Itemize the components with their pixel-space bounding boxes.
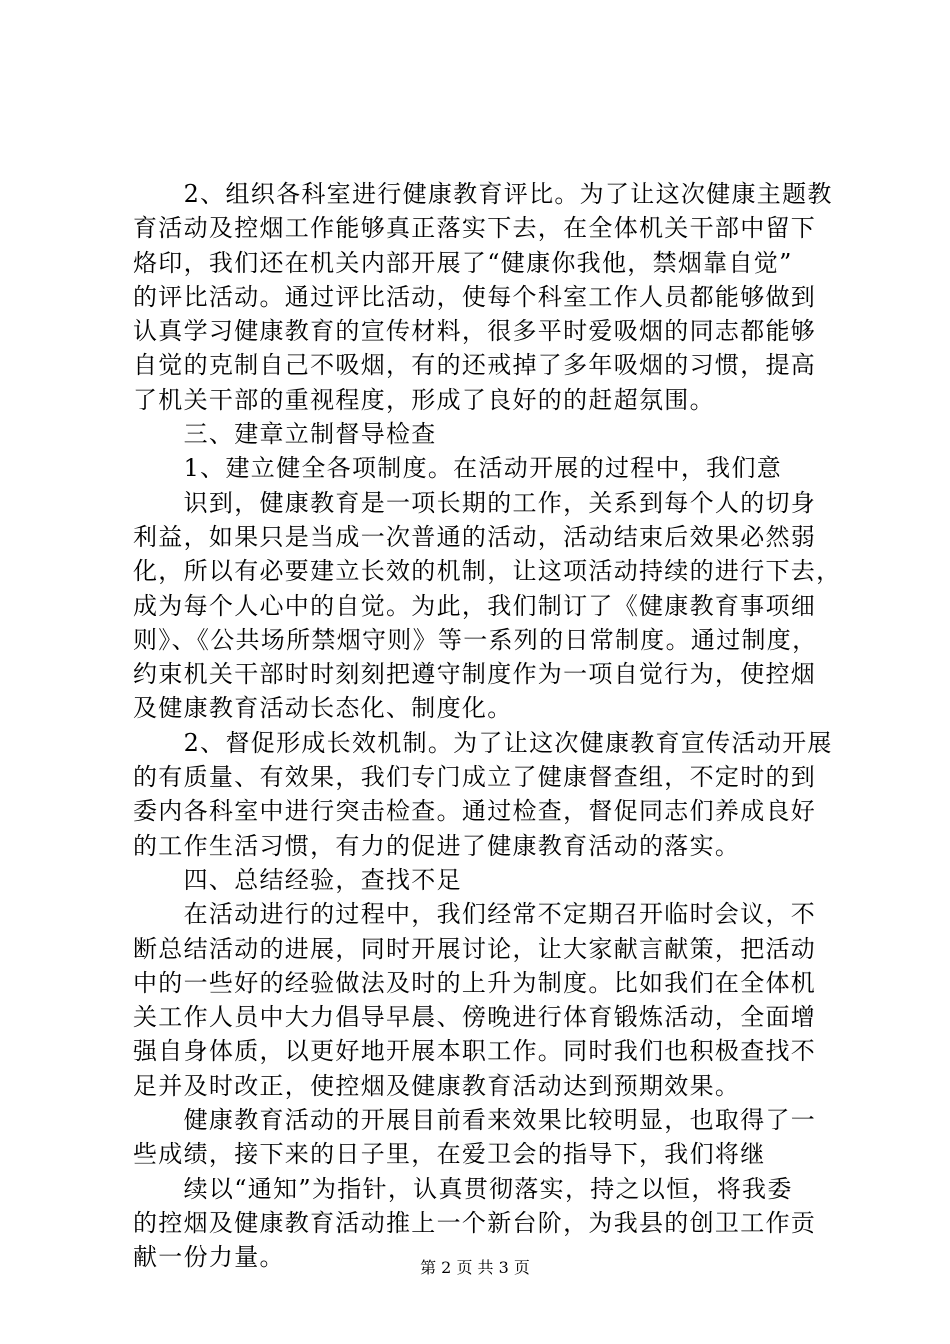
text-line: 烙印，我们还在机关内部开展了“健康你我他，禁烟靠自觉” [133, 248, 793, 277]
text-line: 中的一些好的经验做法及时的上升为制度。比如我们在全体机 [133, 968, 817, 997]
text-line: 的评比活动。通过评比活动，使每个科室工作人员都能够做到 [133, 282, 817, 311]
text-line: 识到，健康教育是一项长期的工作，关系到每个人的切身 [133, 488, 817, 517]
text-line: 的有质量、有效果，我们专门成立了健康督查组，不定时的到 [133, 763, 817, 792]
text-line: 利益，如果只是当成一次普通的活动，活动结束后效果必然弱 [133, 522, 817, 551]
text-line: 委内各科室中进行突击检查。通过检查，督促同志们养成良好 [133, 797, 817, 826]
text-line: 健康教育活动的开展目前看来效果比较明显，也取得了一 [133, 1106, 817, 1135]
text-line: 关工作人员中大力倡导早晨、傍晚进行体育锻炼活动，全面增 [133, 1003, 817, 1032]
text-line: 断总结活动的进展，同时开展讨论，让大家献言献策，把活动 [133, 934, 817, 963]
page-number-footer: 第 2 页 共 3 页 [420, 1258, 530, 1277]
text-line: 育活动及控烟工作能够真正落实下去，在全体机关干部中留下 [133, 214, 817, 243]
text-line: 及健康教育活动长态化、制度化。 [133, 694, 513, 723]
text-line: 2、督促形成长效机制。为了让这次健康教育宣传活动开展 [133, 728, 833, 757]
section-heading: 四、总结经验，查找不足 [133, 865, 462, 894]
text-line: 强自身体质，以更好地开展本职工作。同时我们也积极查找不 [133, 1037, 817, 1066]
text-line: 约束机关干部时时刻刻把遵守制度作为一项自觉行为，使控烟 [133, 660, 817, 689]
text-line: 了机关干部的重视程度，形成了良好的的赶超氛围。 [133, 385, 715, 414]
text-line: 化，所以有必要建立长效的机制，让这项活动持续的进行下去， [133, 557, 842, 586]
text-line: 则》、《公共场所禁烟守则》等一系列的日常制度。通过制度， [133, 625, 818, 654]
text-line: 足并及时改正，使控烟及健康教育活动达到预期效果。 [133, 1071, 741, 1100]
text-line: 在活动进行的过程中，我们经常不定期召开临时会议，不 [133, 900, 817, 929]
text-line: 的控烟及健康教育活动推上一个新台阶，为我县的创卫工作贡 [133, 1208, 817, 1237]
text-line: 自觉的克制自己不吸烟，有的还戒掉了多年吸烟的习惯，提高 [133, 351, 817, 380]
text-line: 的工作生活习惯，有力的促进了健康教育活动的落实。 [133, 831, 741, 860]
text-line: 2、组织各科室进行健康教育评比。为了让这次健康主题教 [133, 180, 833, 208]
text-line: 成为每个人心中的自觉。为此，我们制订了《健康教育事项细 [133, 591, 817, 620]
text-line: 续以“通知”为指针，认真贯彻落实，持之以恒，将我委 [133, 1174, 793, 1203]
text-line: 献一份力量。 [133, 1243, 285, 1272]
text-line: 认真学习健康教育的宣传材料，很多平时爱吸烟的同志都能够 [133, 317, 817, 346]
text-line: 些成绩，接下来的日子里，在爱卫会的指导下，我们将继 [133, 1140, 766, 1169]
body-text [133, 177, 842, 1275]
text-line: 1、建立健全各项制度。在活动开展的过程中，我们意 [133, 454, 783, 483]
section-heading: 三、建章立制督导检查 [133, 420, 437, 449]
